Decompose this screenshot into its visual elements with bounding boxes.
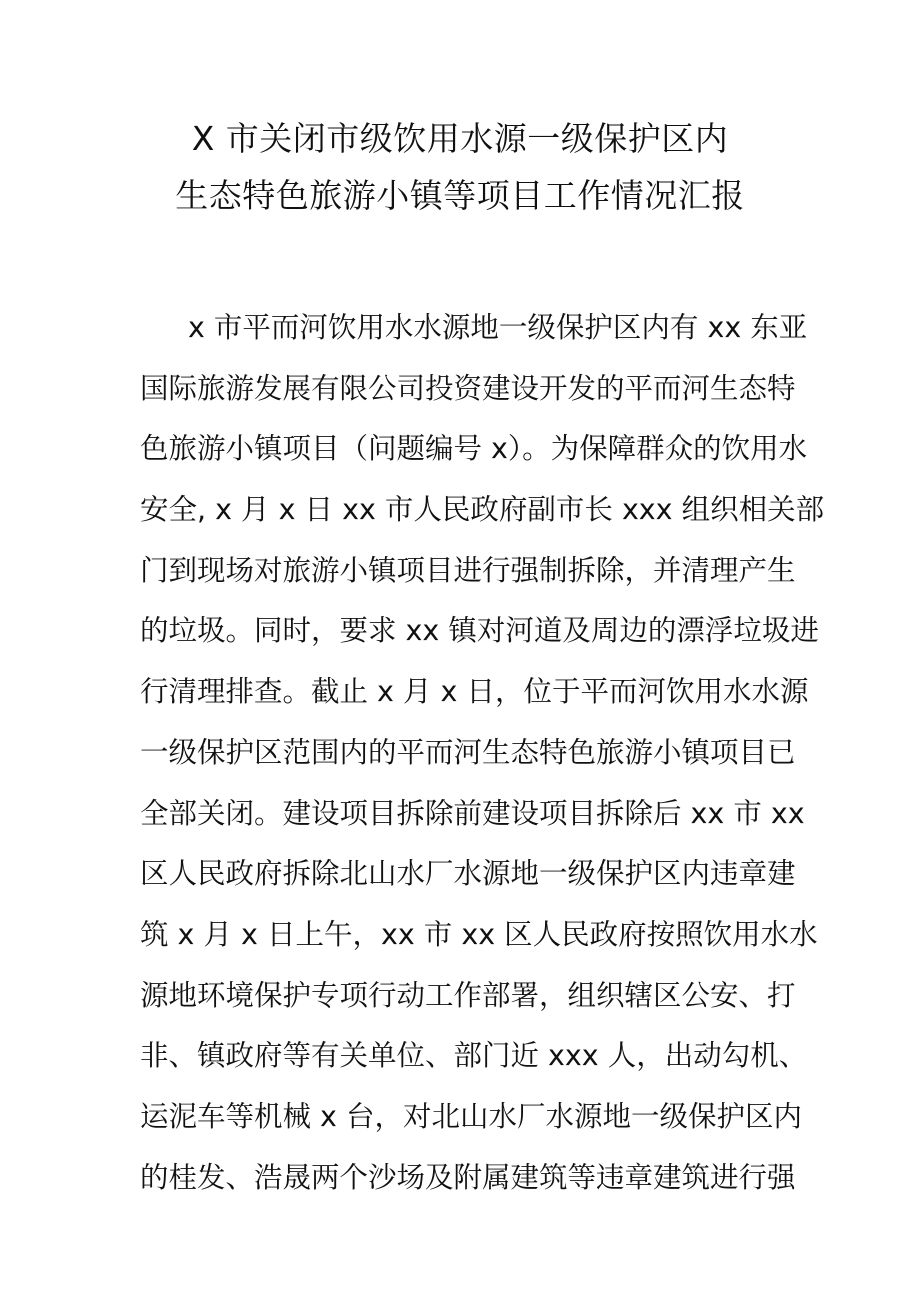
- body-line: 源地环境保护专项行动工作部署，组织辖区公安、打: [140, 978, 796, 1012]
- body-line: 的桂发、浩晟两个沙场及附属建筑等违章建筑进行强: [140, 1160, 796, 1194]
- document-body: [140, 304, 825, 1214]
- body-line: 色旅游小镇项目（问题编号 x）。为保障群众的饮用水: [140, 432, 808, 466]
- body-line: 非、镇政府等有关单位、部门近 xxx 人，出动勾机、: [140, 1039, 808, 1073]
- body-line: 的垃圾。同时，要求 xx 镇对河道及周边的漂浮垃圾进: [140, 614, 819, 648]
- body-line: 运泥车等机械 x 台，对北山水厂水源地一级保护区内: [140, 1099, 802, 1133]
- document-title-line-2: 生态特色旅游小镇等项目工作情况汇报: [175, 176, 745, 215]
- body-line: 一级保护区范围内的平而河生态特色旅游小镇项目已: [140, 735, 796, 769]
- body-line: 行清理排查。截止 x 月 x 日，位于平而河饮用水水源: [140, 675, 809, 709]
- body-line: 国际旅游发展有限公司投资建设开发的平而河生态特: [140, 371, 796, 405]
- body-line: x 市平而河饮用水水源地一级保护区内有 xx 东亚: [188, 311, 808, 344]
- document-title-line-1: X 市关闭市级饮用水源一级保护区内: [191, 119, 729, 158]
- body-line: 安全, x 月 x 日 xx 市人民政府副市长 xxx 组织相关部: [140, 493, 825, 527]
- body-line: 筑 x 月 x 日上午，xx 市 xx 区人民政府按照饮用水水: [140, 917, 818, 951]
- body-line: 门到现场对旅游小镇项目进行强制拆除，并清理产生: [140, 553, 796, 587]
- body-line: 区人民政府拆除北山水厂水源地一级保护区内违章建: [140, 857, 796, 891]
- body-line: 全部关闭。建设项目拆除前建设项目拆除后 xx 市 xx: [140, 796, 805, 830]
